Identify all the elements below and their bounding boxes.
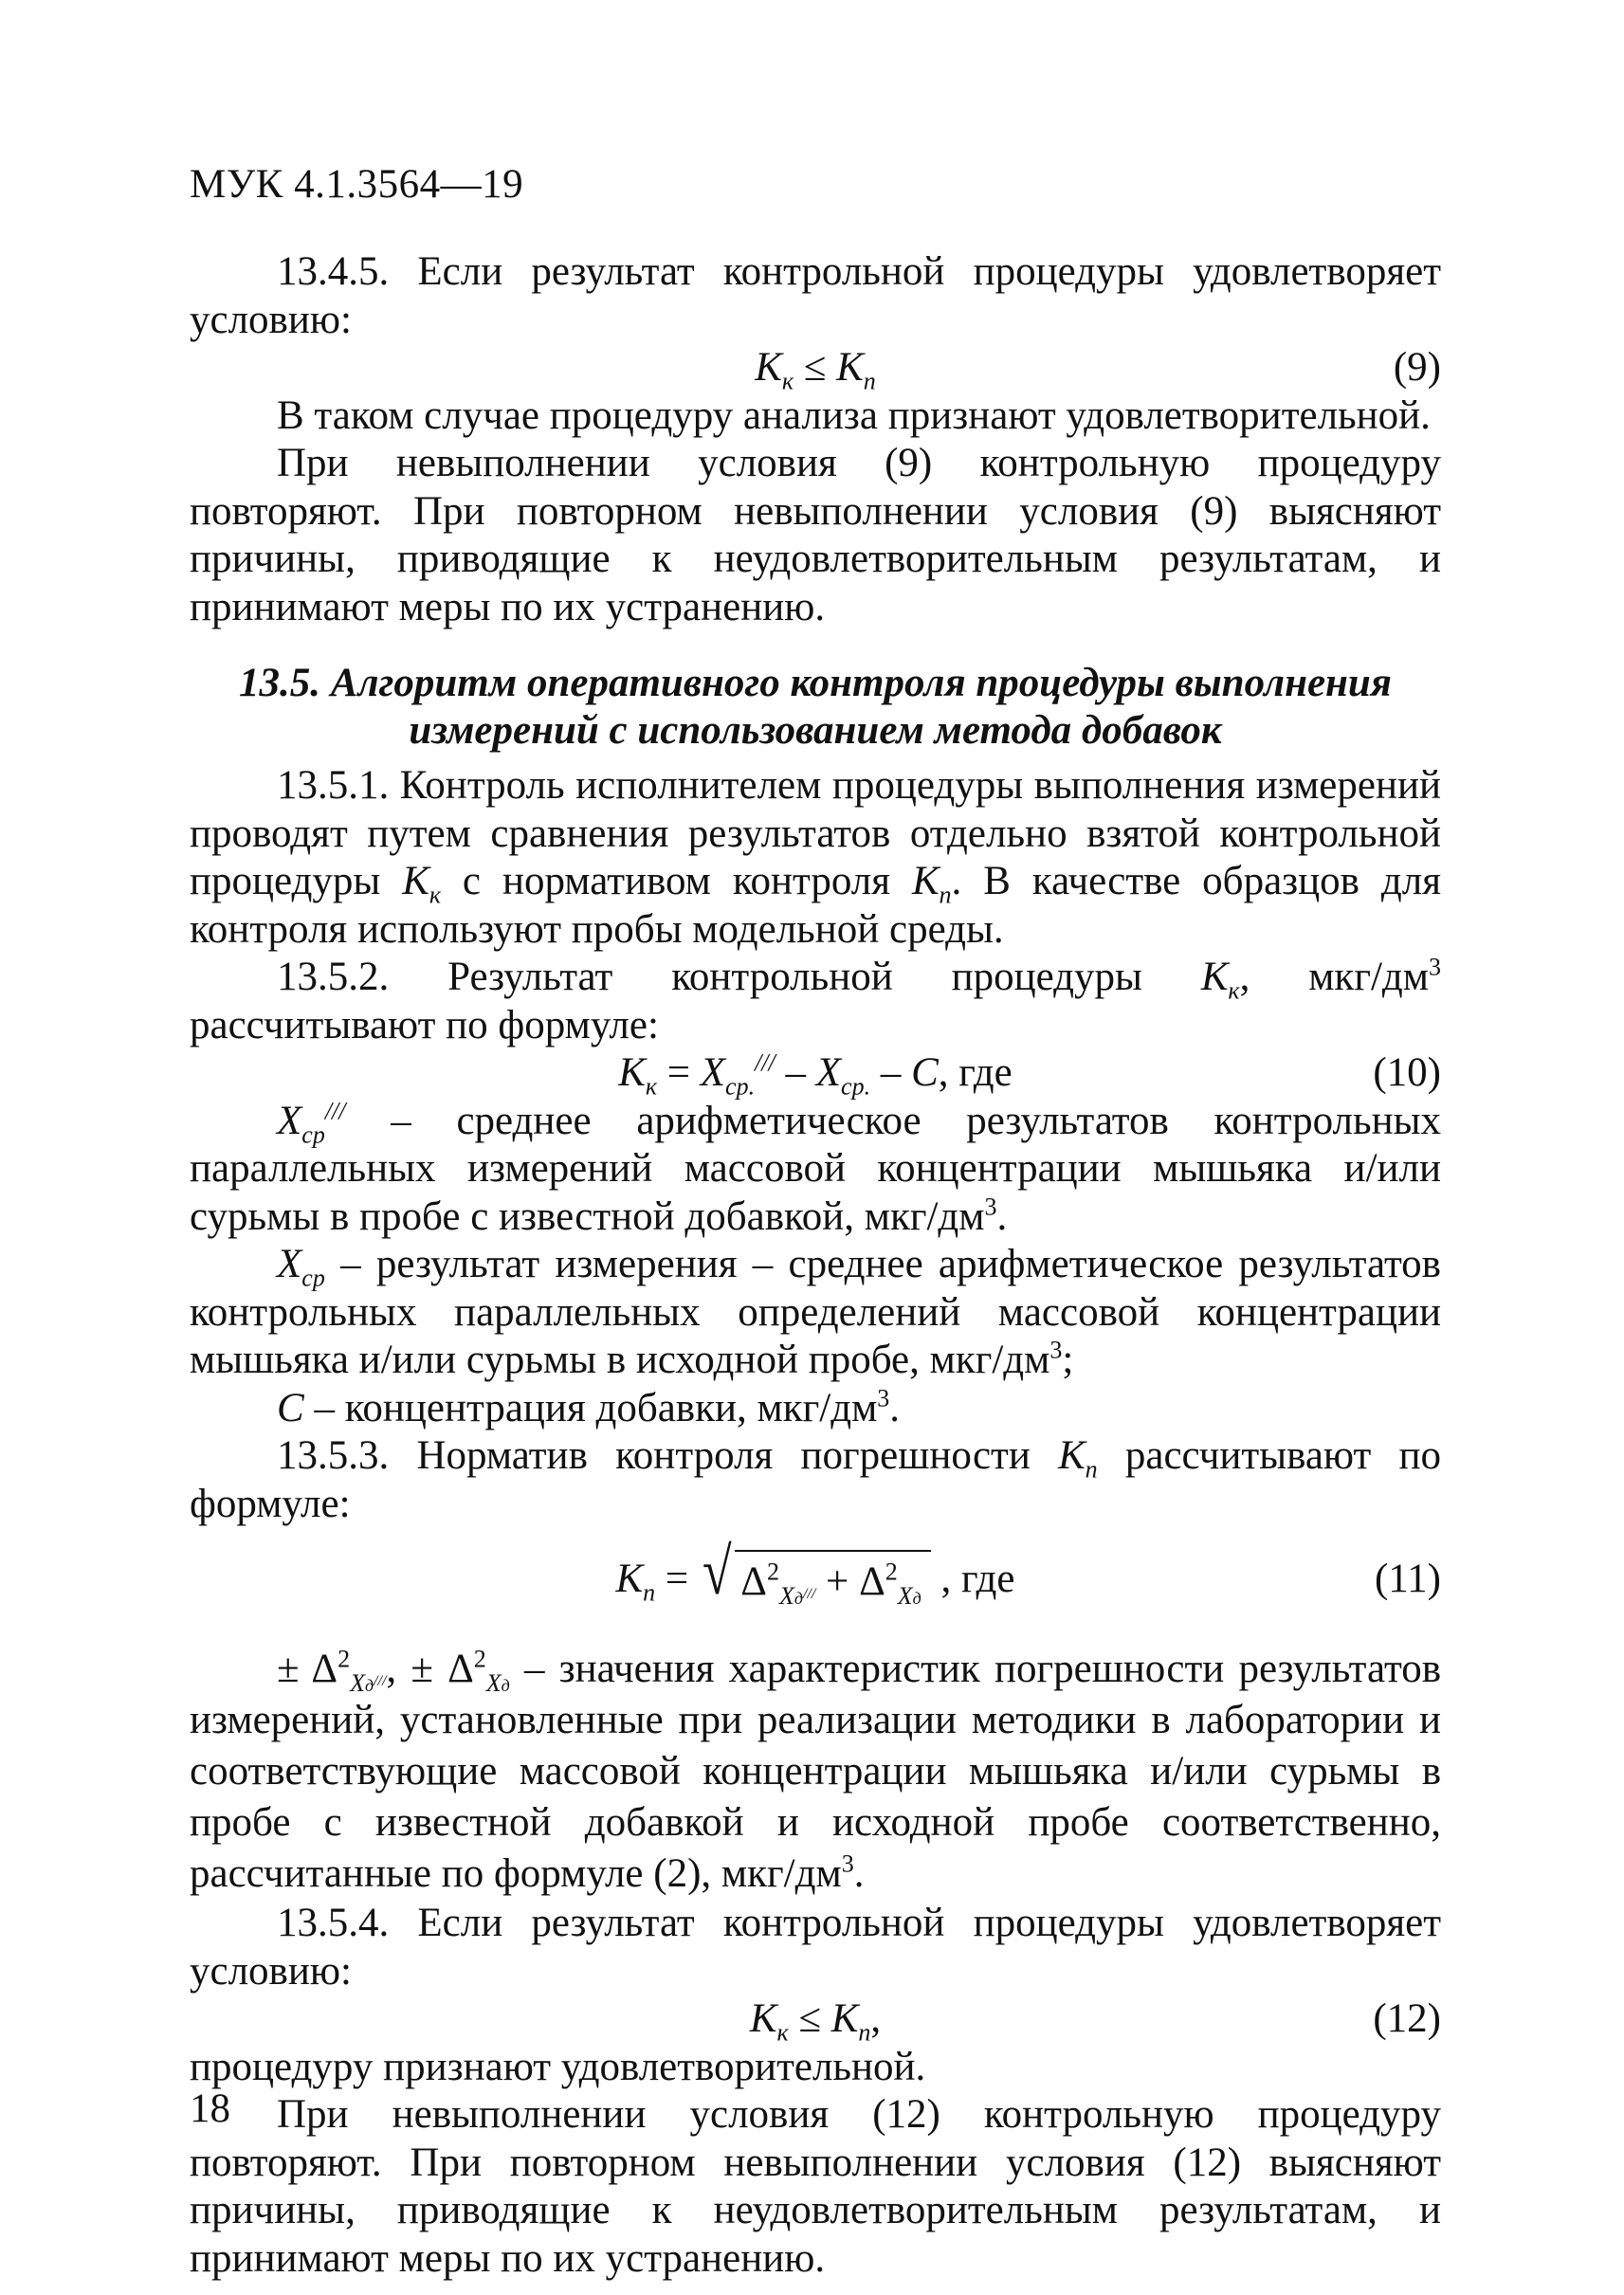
paragraph-13-5-3: 13.5.3. Норматив контроля погрешности $К_п$ рассчитывают по формуле: xyxy=(190,1433,1441,1526)
formula-10-expression: $К_к = Х_{ср.}^{///} - Х_{ср.} - С$, где xyxy=(618,1048,1013,1101)
document-body xyxy=(190,248,1441,2283)
section-title-line-2: измерений с использованием метода добавок xyxy=(409,708,1222,753)
formula-9-number: (9) xyxy=(1393,345,1441,390)
paragraph-repeat-12: При невыполнении условия (12) контрольную процедуру повторяют. При повторном невыполнении условия (12) выясняют причины, приводящие к неудовлетворительным результатам, и принимают меры по их устранению. xyxy=(190,2092,1441,2281)
paragraph-satisfactory: В таком случае процедуру анализа признают удовлетворительной. xyxy=(277,392,1431,438)
paragraph-13-4-5: 13.4.5. Если результат контрольной процедуры удовлетворяет условию: xyxy=(190,249,1441,342)
definition-x-avg-spiked: $Х_{ср}^{///}$ – среднее арифметическое результатов контрольных параллельных измерений массовой концентрации мышьяка и/или сурьмы в пробе с известной добавкой, мкг/$дм^3$. xyxy=(190,1097,1441,1239)
paragraph-procedure-satisfactory: процедуру признают удовлетворительной. xyxy=(190,2044,926,2089)
definition-delta-values: ± $\Delta^2_{Хд^{///}}$, ± $\Delta^2_{Хд}$ – значения характеристик погрешности результатов измерений, установленные при реализации методики в лаборатории и соответствующие массовой концентрации мышьяка и/или сурьмы в пробе с известной добавкой и исходной пробе соответственно, рассчитанные по формуле (2), мкг/$дм^3$. xyxy=(190,1645,1441,1896)
formula-10-number: (10) xyxy=(1373,1050,1441,1095)
formula-10 xyxy=(190,1048,1441,1101)
formula-11-expression: $К_п$ = √ $\Delta^2_{Хд^{///}} + \Delta^2_{Хд}$ , где xyxy=(616,1557,1015,1601)
document-code-header: МУК 4.1.3564—19 xyxy=(190,162,524,207)
formula-11-number: (11) xyxy=(1374,1557,1441,1601)
paragraph-13-5-1: 13.5.1. Контроль исполнителем процедуры выполнения измерений проводят путем сравнения результатов отдельно взятой контрольной процедуры $К_к$ с нормативом контроля $К_п$. В качестве образцов для контроля используют пробы модельной среды. xyxy=(190,763,1441,952)
paragraph-repeat-9: При невыполнении условия (9) контрольную процедуру повторяют. При повторном невыполнении условия (9) выясняют причины, приводящие к неудовлетворительным результатам, и принимают меры по их устранению. xyxy=(190,441,1441,629)
formula-9 xyxy=(190,344,1441,395)
square-root-sign: √ $\Delta^2_{Хд^{///}} + \Delta^2_{Хд}$ xyxy=(699,1544,931,1620)
paragraph-13-5-2: 13.5.2. Результат контрольной процедуры $К_к$, мкг/$дм^3$ рассчитывают по формуле: xyxy=(190,953,1441,1047)
formula-12-number: (12) xyxy=(1373,1996,1441,2041)
page-number: 18 xyxy=(190,2086,230,2131)
definition-c-concentration: С – концентрация добавки, мкг/$дм^3$. xyxy=(277,1384,901,1430)
section-title-line-1: 13.5. Алгоритм оперативного контроля процедуры выполнения xyxy=(239,661,1392,705)
formula-9-expression: $К_к \le К_п$ xyxy=(755,345,876,395)
formula-11 xyxy=(190,1536,1441,1617)
formula-12 xyxy=(190,1995,1441,2047)
paragraph-13-5-4: 13.5.4. Если результат контрольной процедуры удовлетворяет условию: xyxy=(190,1901,1441,1994)
section-title-13-5 xyxy=(190,660,1441,755)
definition-x-avg: $Х_{ср}$ – результат измерения – среднее арифметическое результатов контрольных параллельных определений массовой концентрации мышьяка и/или сурьмы в исходной пробе, мкг/$дм^3$; xyxy=(190,1242,1441,1382)
formula-12-expression: $К_к \le К_п$, xyxy=(749,1996,882,2047)
